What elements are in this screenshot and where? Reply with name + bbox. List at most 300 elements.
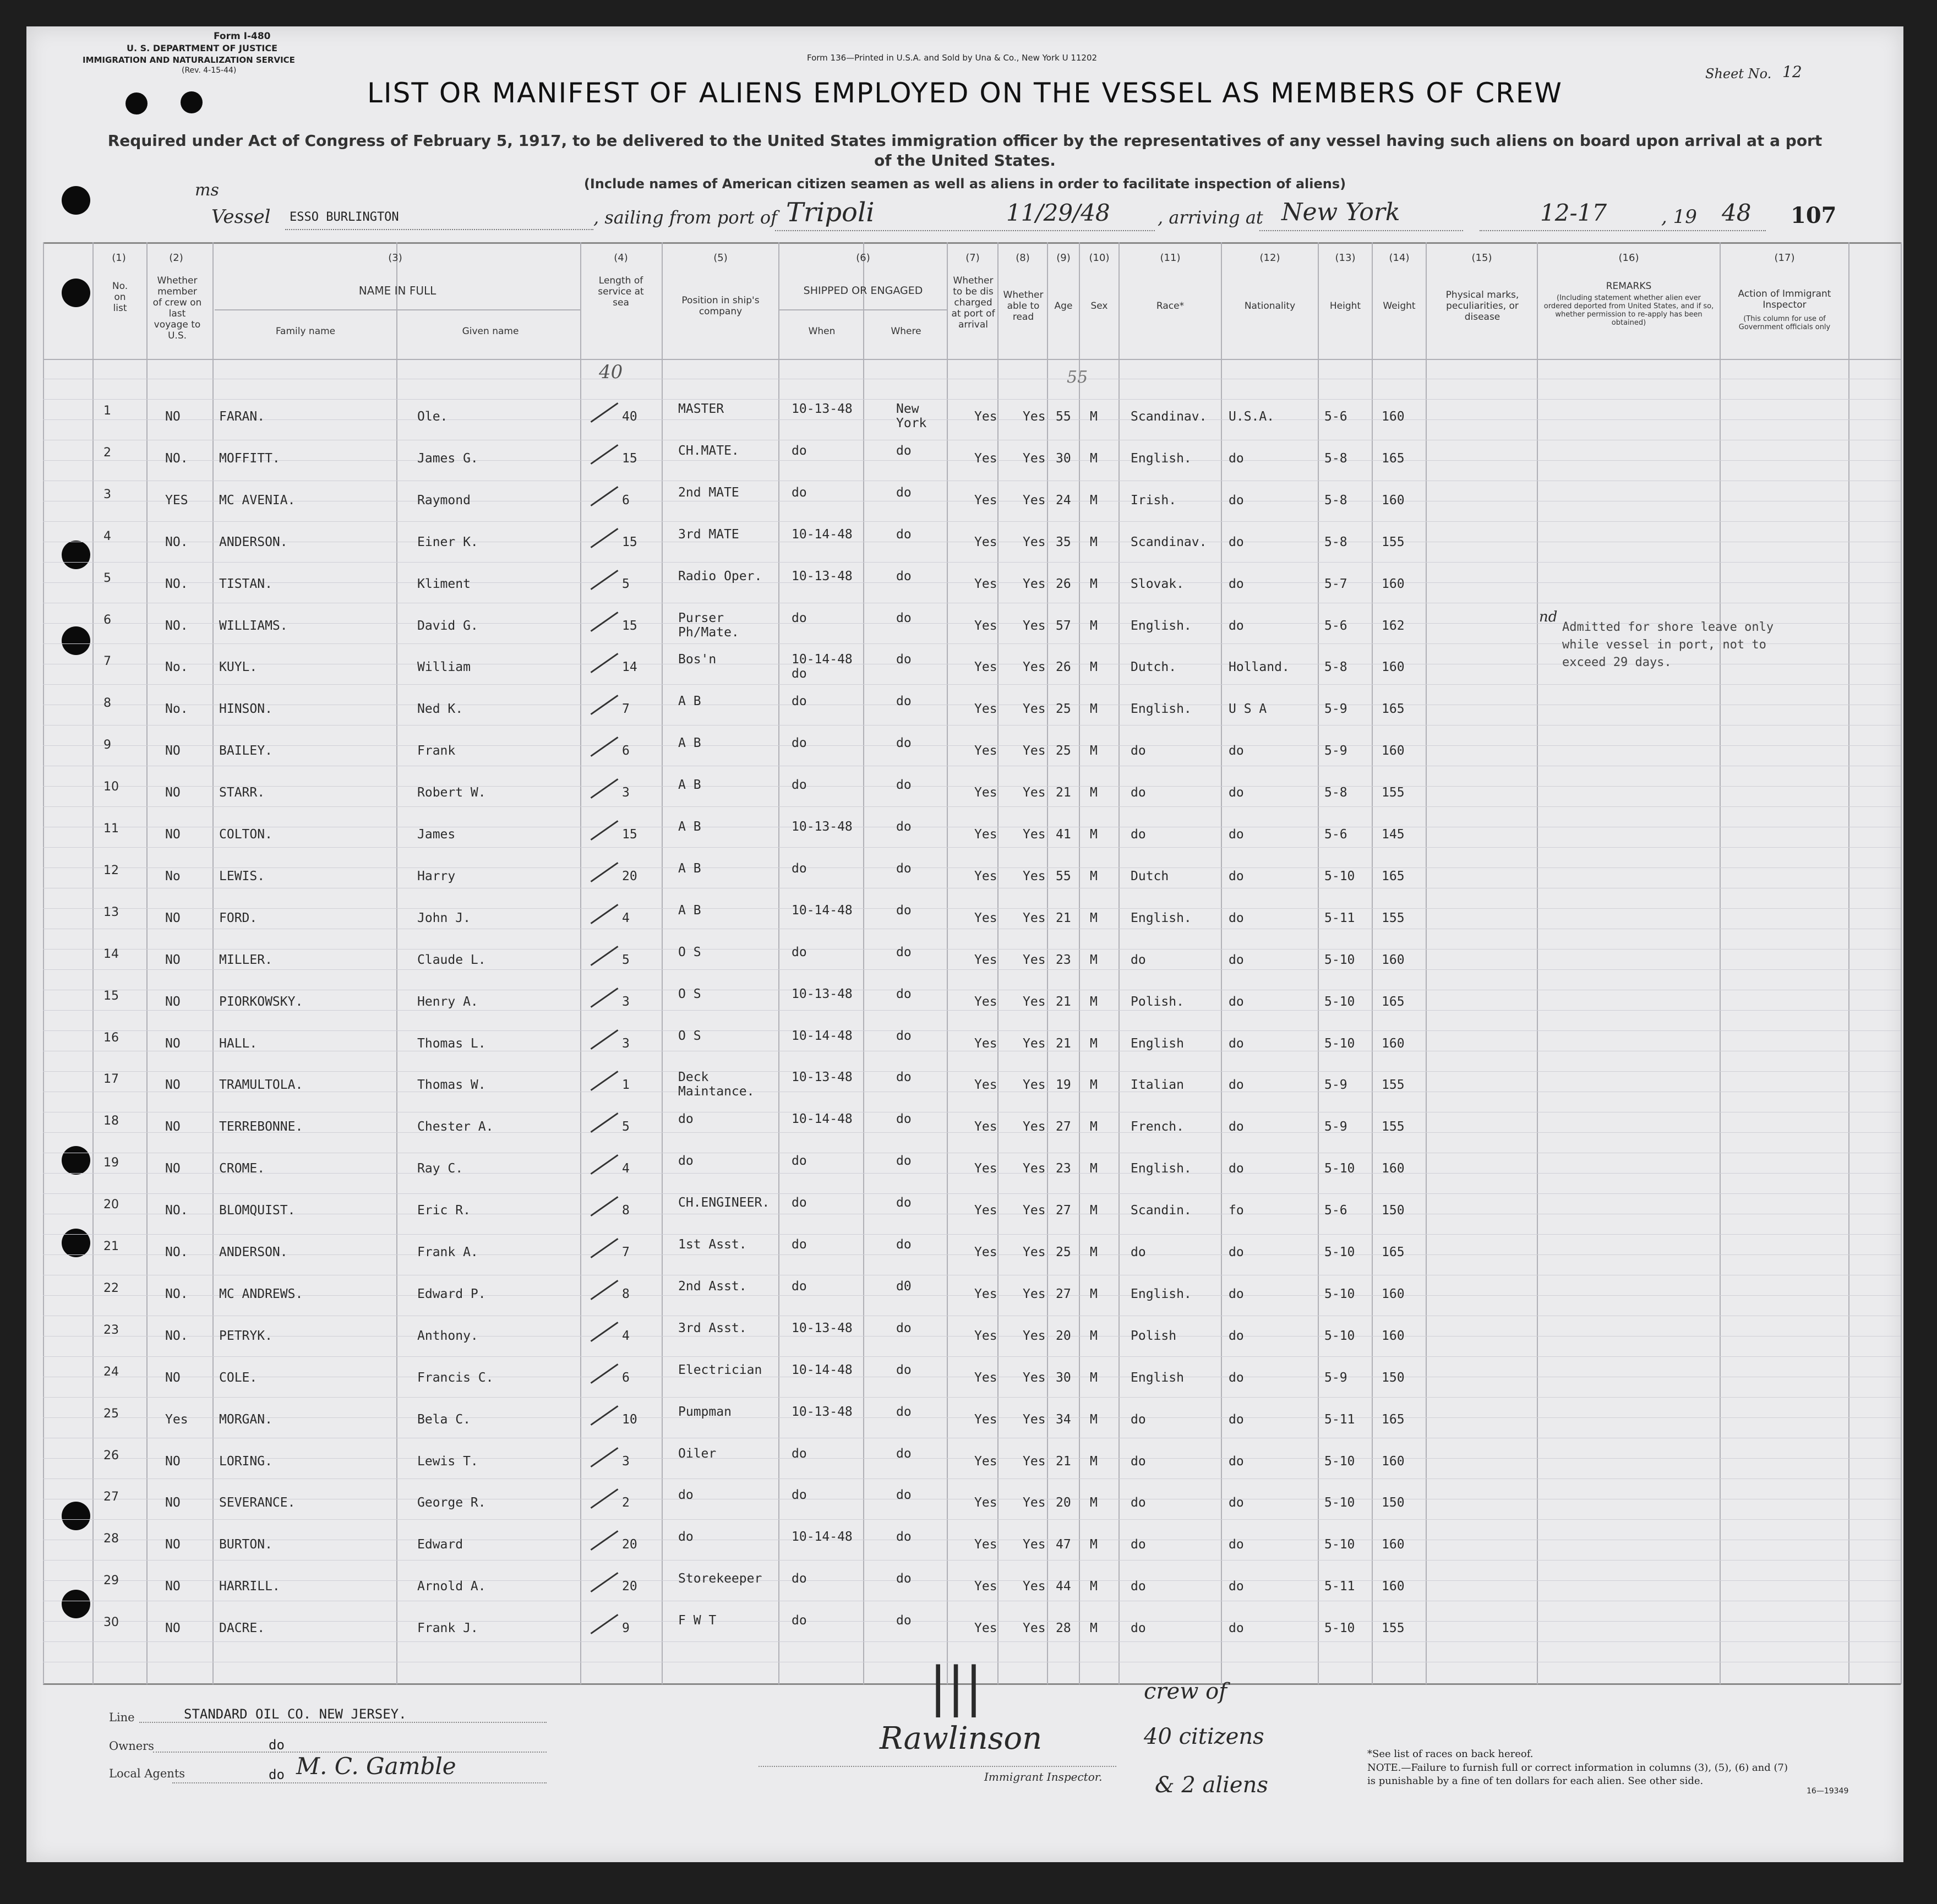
service-length-cell: 3 (622, 1454, 630, 1469)
shipped-when-cell: 10-13-48 (792, 1321, 853, 1335)
age-cell: 27 (1056, 1120, 1071, 1134)
row-number: 6 (103, 613, 111, 627)
age-cell: 21 (1056, 995, 1071, 1009)
position-cell: Oiler (678, 1447, 717, 1461)
height-cell: 5-7 (1324, 577, 1347, 591)
sex-cell: M (1090, 535, 1098, 549)
age-cell: 27 (1056, 1203, 1071, 1218)
crew-note-line2: 40 citizens (1144, 1724, 1264, 1749)
row-number: 2 (103, 446, 111, 460)
shipped-where-cell: do (896, 1154, 912, 1168)
check-tick-mark (591, 1405, 619, 1426)
row-number: 26 (103, 1449, 119, 1463)
race-cell: do (1131, 953, 1146, 967)
grid-rule (43, 969, 1901, 970)
position-cell: MASTER (678, 402, 724, 416)
arriving-underline (1259, 230, 1463, 231)
shipped-when-cell: do (792, 1237, 807, 1252)
nationality-cell: do (1229, 953, 1244, 967)
given-name-cell: James (417, 827, 456, 842)
sailing-label: , sailing from port of (593, 207, 777, 228)
read-cell: Yes (1023, 1203, 1046, 1218)
height-cell: 5-10 (1324, 953, 1355, 967)
position-cell: do (678, 1154, 694, 1168)
height-cell: 5-10 (1324, 1161, 1355, 1176)
sex-cell: M (1090, 995, 1098, 1009)
shipped-when-cell: do (792, 1279, 807, 1294)
shipped-when-cell: do (792, 1447, 807, 1461)
inspector-label: Immigrant Inspector. (984, 1770, 1103, 1783)
weight-cell: 160 (1382, 1161, 1405, 1176)
given-name-cell: James G. (417, 451, 478, 466)
department: U. S. DEPARTMENT OF JUSTICE (127, 43, 278, 53)
shipped-when-cell: do (792, 485, 807, 500)
age-cell: 21 (1056, 785, 1071, 800)
col3-family-header: Family name (275, 326, 336, 337)
height-cell: 5-9 (1324, 1120, 1347, 1134)
read-cell: Yes (1023, 869, 1046, 883)
position-cell: O S (678, 945, 701, 959)
family-name-cell: HINSON. (219, 702, 272, 716)
height-cell: 5-6 (1324, 1203, 1347, 1218)
age-cell: 30 (1056, 1371, 1071, 1385)
weight-cell: 150 (1382, 1371, 1405, 1385)
column-rule (1318, 242, 1319, 1684)
race-cell: Dutch (1131, 869, 1169, 883)
position-cell: Pumpman (678, 1405, 732, 1419)
given-name-cell: Raymond (417, 493, 471, 508)
row-number: 5 (103, 571, 111, 585)
check-tick-mark (591, 528, 619, 548)
shipped-where-cell: do (896, 1488, 912, 1502)
weight-cell: 165 (1382, 702, 1405, 716)
discharge-cell: Yes (974, 1454, 997, 1469)
prev-voyage-cell: NO (165, 1371, 181, 1385)
col6-number: (6) (856, 252, 870, 264)
column-rule (947, 242, 948, 1684)
position-cell: 2nd Asst. (678, 1279, 747, 1294)
name-subheader-rule (215, 309, 580, 310)
check-tick-mark (591, 1071, 619, 1091)
weight-cell: 155 (1382, 1621, 1405, 1635)
age-cell: 25 (1056, 702, 1071, 716)
form-number: Form I-480 (214, 31, 271, 42)
line-label: Line (109, 1711, 135, 1724)
height-cell: 5-8 (1324, 660, 1347, 674)
service-length-cell: 8 (622, 1287, 630, 1301)
nationality-cell: do (1229, 785, 1244, 800)
row-number: 19 (103, 1156, 119, 1170)
service-length-cell: 3 (622, 1036, 630, 1051)
column-rule (863, 242, 864, 1684)
read-cell: Yes (1023, 410, 1046, 424)
check-tick-mark (591, 862, 619, 882)
read-cell: Yes (1023, 827, 1046, 842)
grid-rule (43, 1234, 1901, 1235)
row-number: 9 (103, 738, 111, 752)
grid-rule (43, 806, 1901, 807)
sex-cell: M (1090, 1371, 1098, 1385)
shipped-when-cell: do (792, 1196, 807, 1210)
service-length-cell: 15 (622, 451, 637, 466)
service-length-cell: 5 (622, 953, 630, 967)
race-cell: English (1131, 1371, 1184, 1385)
read-cell: Yes (1023, 911, 1046, 925)
printer-line: Form 136—Printed in U.S.A. and Sold by Una & Co., New York U 11202 (807, 53, 1098, 63)
prev-voyage-cell: NO (165, 911, 181, 925)
row-number: 1 (103, 404, 111, 418)
row-number: 11 (103, 822, 119, 836)
grid-rule (43, 1397, 1901, 1398)
position-cell: 2nd MATE (678, 485, 739, 500)
nationality-cell: do (1229, 1454, 1244, 1469)
column-rule (1372, 242, 1373, 1684)
column-rule (1426, 242, 1427, 1684)
read-cell: Yes (1023, 1579, 1046, 1594)
grid-rule (43, 1030, 1901, 1031)
sex-cell: M (1090, 1078, 1098, 1092)
grid-rule (43, 1193, 1901, 1194)
nationality-cell: do (1229, 1537, 1244, 1552)
position-cell: O S (678, 1029, 701, 1043)
prev-voyage-cell: NO (165, 953, 181, 967)
family-name-cell: STARR. (219, 785, 265, 800)
given-name-cell: Thomas L. (417, 1036, 486, 1051)
service-length-cell: 3 (622, 995, 630, 1009)
weight-cell: 160 (1382, 577, 1405, 591)
column-rule (997, 242, 998, 1684)
age-cell: 27 (1056, 1287, 1071, 1301)
shipped-when-cell: do (792, 611, 807, 625)
manifest-sheet (26, 26, 1903, 1862)
nationality-cell: do (1229, 535, 1244, 549)
family-name-cell: FORD. (219, 911, 258, 925)
read-cell: Yes (1023, 1412, 1046, 1427)
position-cell: Deck Maintance. (678, 1070, 755, 1099)
col6-header: SHIPPED OR ENGAGED (803, 285, 923, 297)
service-length-cell: 20 (622, 1579, 637, 1594)
read-cell: Yes (1023, 1371, 1046, 1385)
col13-number: (13) (1335, 252, 1356, 264)
age-cell: 21 (1056, 911, 1071, 925)
weight-cell: 165 (1382, 1412, 1405, 1427)
year-suffix: 48 (1722, 199, 1752, 226)
row-number: 15 (103, 989, 119, 1003)
service-length-cell: 6 (622, 744, 630, 758)
age-cell: 20 (1056, 1496, 1071, 1510)
shipped-when-cell: do (792, 1154, 807, 1168)
service-length-cell: 15 (622, 619, 637, 633)
sex-cell: M (1090, 1621, 1098, 1635)
read-cell: Yes (1023, 744, 1046, 758)
discharge-cell: Yes (974, 451, 997, 466)
race-cell: Polish. (1131, 995, 1184, 1009)
page-subtitle: Required under Act of Congress of February 5, 1917, to be delivered to the United States immigration officer by the representatives of any vessel having such aliens on board upon arrival at a port of the United States. (107, 132, 1823, 170)
height-cell: 5-8 (1324, 493, 1347, 508)
vessel-label: Vessel (211, 206, 271, 228)
given-name-cell: Kliment (417, 577, 471, 591)
check-tick-mark (591, 1322, 619, 1342)
race-cell: English. (1131, 911, 1192, 925)
row-number: 28 (103, 1532, 119, 1546)
shipped-where-cell: do (896, 987, 912, 1001)
service-length-cell: 20 (622, 869, 637, 883)
read-cell: Yes (1023, 619, 1046, 633)
col3-header: NAME IN FULL (358, 284, 436, 297)
col7-number: (7) (965, 252, 980, 264)
family-name-cell: CROME. (219, 1161, 265, 1176)
family-name-cell: HARRILL. (219, 1579, 280, 1594)
shipped-when-cell: 10-13-48 (792, 1405, 853, 1419)
service-length-cell: 6 (622, 493, 630, 508)
height-cell: 5-9 (1324, 702, 1347, 716)
height-cell: 5-11 (1324, 1412, 1355, 1427)
check-tick-mark (591, 612, 619, 632)
prev-voyage-cell: No (165, 869, 181, 883)
grid-rule (43, 521, 1901, 522)
race-cell: Polish (1131, 1329, 1177, 1343)
sheet-number: 12 (1782, 63, 1802, 81)
shipped-where-cell: do (896, 652, 912, 667)
row-number: 4 (103, 530, 111, 543)
age-cell: 44 (1056, 1579, 1071, 1594)
height-cell: 5-10 (1324, 869, 1355, 883)
nationality-cell: do (1229, 1412, 1244, 1427)
service-length-cell: 40 (622, 410, 637, 424)
read-cell: Yes (1023, 1161, 1046, 1176)
given-name-cell: Arnold A. (417, 1579, 486, 1594)
height-cell: 5-8 (1324, 785, 1347, 800)
age-cell: 23 (1056, 1161, 1071, 1176)
given-name-cell: Francis C. (417, 1371, 494, 1385)
column-rule (1901, 242, 1902, 1684)
grid-rule (43, 1071, 1901, 1072)
grid-rule (43, 1295, 1901, 1296)
family-name-cell: BURTON. (219, 1537, 272, 1552)
punch-hole (62, 1229, 90, 1257)
column-rule (1079, 242, 1080, 1684)
shipped-where-cell: do (896, 903, 912, 918)
discharge-cell: Yes (974, 1371, 997, 1385)
shipped-when-cell: 10-13-48 (792, 402, 853, 416)
height-cell: 5-10 (1324, 1329, 1355, 1343)
discharge-cell: Yes (974, 785, 997, 800)
position-cell: A B (678, 861, 701, 876)
grid-rule (43, 1458, 1901, 1459)
owners-label: Owners (109, 1739, 154, 1753)
weight-cell: 155 (1382, 1078, 1405, 1092)
height-cell: 5-10 (1324, 1621, 1355, 1635)
nationality-cell: do (1229, 619, 1244, 633)
family-name-cell: LEWIS. (219, 869, 265, 883)
prev-voyage-cell: NO. (165, 535, 188, 549)
form-revision: (Rev. 4-15-44) (182, 66, 237, 75)
col8-header: Whether able to read (1003, 290, 1044, 323)
sex-cell: M (1090, 619, 1098, 633)
position-cell: do (678, 1530, 694, 1544)
position-cell: Bos'n (678, 652, 717, 667)
date-underline (1480, 230, 1766, 231)
discharge-cell: Yes (974, 869, 997, 883)
position-cell: do (678, 1112, 694, 1126)
arrival-date: 12-17 (1540, 199, 1607, 226)
weight-cell: 165 (1382, 451, 1405, 466)
column-rule (212, 242, 214, 1684)
column-rule (1118, 242, 1120, 1684)
grid-rule (43, 949, 1901, 950)
prev-voyage-cell: NO (165, 1537, 181, 1552)
col16-header: REMARKS (1606, 281, 1652, 292)
grid-rule (43, 582, 1901, 583)
row-number: 18 (103, 1114, 119, 1128)
position-cell: do (678, 1488, 694, 1502)
race-cell: do (1131, 827, 1146, 842)
prev-voyage-cell: NO (165, 995, 181, 1009)
form-code: 16—19349 (1807, 1787, 1849, 1796)
race-cell: Scandinav. (1131, 410, 1207, 424)
col16-note: (Including statement whether alien ever ordered deported from United States, and if so, whether permission to re-apply has been obtained) (1543, 294, 1714, 327)
shipped-when-cell: 10-13-48 (792, 1070, 853, 1084)
read-cell: Yes (1023, 1036, 1046, 1051)
row-number: 22 (103, 1281, 119, 1295)
shipped-where-cell: do (896, 611, 912, 625)
sex-cell: M (1090, 953, 1098, 967)
shipped-where-cell: do (896, 1613, 912, 1628)
sex-cell: M (1090, 1454, 1098, 1469)
race-cell: Dutch. (1131, 660, 1177, 674)
grid-rule (43, 1010, 1901, 1011)
weight-cell: 155 (1382, 785, 1405, 800)
given-name-cell: Edward (417, 1537, 463, 1552)
punch-hole (62, 1502, 90, 1530)
col15-number: (15) (1471, 252, 1492, 264)
height-cell: 5-8 (1324, 535, 1347, 549)
read-cell: Yes (1023, 1120, 1046, 1134)
discharge-cell: Yes (974, 827, 997, 842)
sex-cell: M (1090, 1329, 1098, 1343)
shipped-where-cell: do (896, 694, 912, 708)
height-cell: 5-10 (1324, 1287, 1355, 1301)
service-length-cell: 7 (622, 1245, 630, 1259)
discharge-cell: Yes (974, 1287, 997, 1301)
shipped-when-cell: 10-13-48 (792, 569, 853, 583)
weight-cell: 160 (1382, 953, 1405, 967)
race-cell: English. (1131, 1287, 1192, 1301)
race-cell: French. (1131, 1120, 1184, 1134)
weight-cell: 160 (1382, 410, 1405, 424)
punch-hole (62, 1590, 90, 1618)
sex-cell: M (1090, 1036, 1098, 1051)
nationality-cell: do (1229, 744, 1244, 758)
race-cell: do (1131, 1412, 1146, 1427)
weight-cell: 160 (1382, 1329, 1405, 1343)
line-underline (139, 1722, 547, 1723)
position-cell: A B (678, 778, 701, 792)
col12-number: (12) (1259, 252, 1280, 264)
height-cell: 5-6 (1324, 410, 1347, 424)
sex-cell: M (1090, 1287, 1098, 1301)
shipped-when-cell: do (792, 444, 807, 458)
service-length-cell: 10 (622, 1412, 637, 1427)
family-name-cell: COLTON. (219, 827, 272, 842)
age-cell: 21 (1056, 1036, 1071, 1051)
service-length-cell: 6 (622, 1371, 630, 1385)
column-rule (1848, 242, 1849, 1684)
prev-voyage-cell: NO (165, 410, 181, 424)
position-cell: 1st Asst. (678, 1237, 747, 1252)
grid-rule (43, 1173, 1901, 1174)
race-cell: do (1131, 744, 1146, 758)
race-cell: English. (1131, 451, 1192, 466)
check-tick-mark (591, 904, 619, 924)
grid-rule (43, 786, 1901, 787)
grid-rule (43, 908, 1901, 909)
check-tick-mark (591, 1530, 619, 1551)
punch-hole (62, 541, 90, 569)
shipped-when-cell: 10-14-48 (792, 903, 853, 918)
height-cell: 5-10 (1324, 1036, 1355, 1051)
col17-note: (This column for use of Government officials only (1738, 315, 1831, 331)
service-length-cell: 15 (622, 535, 637, 549)
col17-number: (17) (1774, 252, 1795, 264)
position-cell: A B (678, 820, 701, 834)
nationality-cell: Holland. (1229, 660, 1290, 674)
check-tick-mark (591, 1363, 619, 1384)
race-cell: English. (1131, 619, 1192, 633)
column-rule (92, 242, 94, 1684)
shipped-where-cell: do (896, 1572, 912, 1586)
sex-cell: M (1090, 451, 1098, 466)
discharge-cell: Yes (974, 1412, 997, 1427)
prev-voyage-cell: Yes (165, 1412, 188, 1427)
sex-cell: M (1090, 1161, 1098, 1176)
grid-rule (43, 847, 1901, 848)
column-rule (1221, 242, 1222, 1684)
row-number: 25 (103, 1407, 119, 1421)
row-number: 3 (103, 488, 111, 501)
shipped-when-cell: 10-13-48 (792, 820, 853, 834)
row-number: 7 (103, 654, 111, 668)
prev-voyage-cell: NO. (165, 1329, 188, 1343)
weight-cell: 160 (1382, 1579, 1405, 1594)
shipped-where-cell: New York (896, 402, 927, 430)
height-cell: 5-10 (1324, 1454, 1355, 1469)
agents-value: do (269, 1767, 285, 1782)
col13-header: Height (1329, 301, 1361, 312)
given-name-cell: David G. (417, 619, 478, 633)
shipped-where-cell: do (896, 736, 912, 750)
agents-label: Local Agents (109, 1767, 185, 1780)
remark-mark: nd (1539, 609, 1558, 625)
shipped-where-cell: do (896, 1447, 912, 1461)
sex-cell: M (1090, 911, 1098, 925)
prev-voyage-cell: NO (165, 1120, 181, 1134)
shipped-when-cell: do (792, 945, 807, 959)
grid-rule (43, 562, 1901, 563)
race-cell: Slovak. (1131, 577, 1184, 591)
prev-voyage-cell: YES (165, 493, 188, 508)
nationality-cell: do (1229, 1078, 1244, 1092)
given-name-cell: Anthony. (417, 1329, 478, 1343)
nationality-cell: do (1229, 995, 1244, 1009)
check-tick-mark (591, 1280, 619, 1300)
col4-number: (4) (614, 252, 628, 264)
row-number: 24 (103, 1365, 119, 1379)
family-name-cell: LORING. (219, 1454, 272, 1469)
shipped-when-cell: do (792, 1613, 807, 1628)
grid-rule (43, 1580, 1901, 1581)
discharge-cell: Yes (974, 995, 997, 1009)
